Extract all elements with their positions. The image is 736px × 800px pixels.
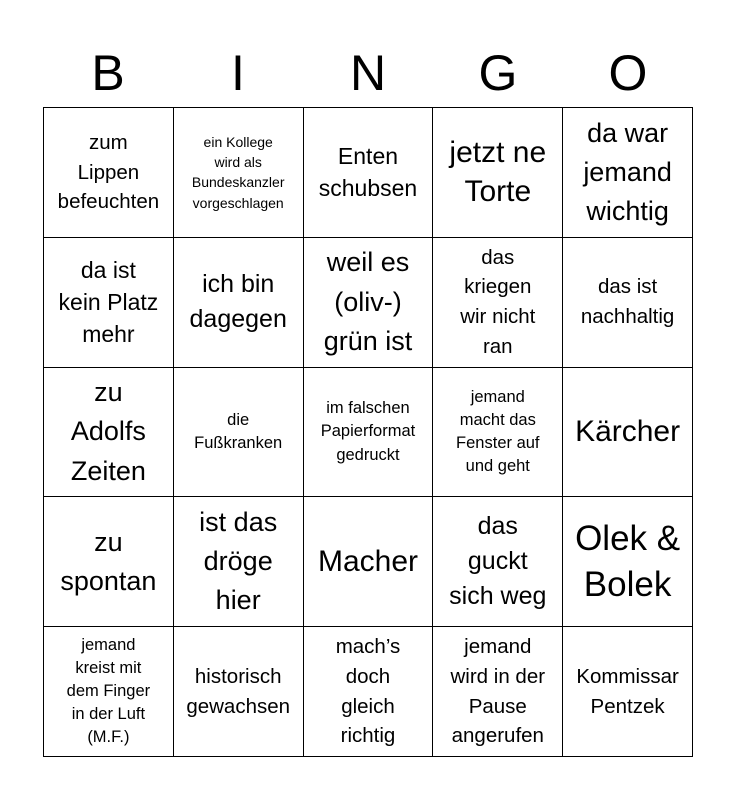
bingo-cell-r2-c1[interactable] <box>44 238 174 368</box>
cell-text: das guckt sich weg <box>449 512 547 611</box>
cell-text: das ist nachhaltig <box>580 275 675 329</box>
cell-text: ein Kollege wird als Bundeskanzler vorgeschlagen <box>191 133 285 211</box>
cell-text: jemand macht das Fenster auf und geht <box>456 387 540 476</box>
bingo-cell-r5-c2[interactable] <box>174 627 304 757</box>
cell-text: im falschen Papierformat gedruckt <box>320 399 416 464</box>
cell-text: ich bin dagegen <box>189 270 287 334</box>
header-letter-o: O <box>608 45 648 101</box>
cell-text: Kärcher <box>575 415 681 449</box>
bingo-cell-r5-c5[interactable] <box>563 627 693 757</box>
bingo-cell-r5-c3[interactable] <box>304 627 434 757</box>
header-letter-n: N <box>349 45 387 101</box>
cell-text: jetzt ne Torte <box>449 136 547 209</box>
bingo-cell-r4-c3[interactable] <box>304 497 434 627</box>
cell-text: Macher <box>317 545 419 579</box>
bingo-cell-r3-c3[interactable] <box>304 368 434 498</box>
cell-text: ist das dröge hier <box>199 507 278 616</box>
cell-text: Kommissar Pentzek <box>576 664 679 718</box>
cell-text: die Fußkranken <box>194 410 283 452</box>
bingo-cell-r4-c5[interactable] <box>563 497 693 627</box>
bingo-cell-r3-c1[interactable] <box>44 368 174 498</box>
bingo-cell-r4-c2[interactable] <box>174 497 304 627</box>
bingo-header <box>43 40 693 106</box>
bingo-card <box>43 107 693 757</box>
bingo-cell-r2-c4[interactable] <box>433 238 563 368</box>
bingo-cell-r2-c2[interactable] <box>174 238 304 368</box>
header-letter-b: B <box>91 45 125 101</box>
cell-text: mach’s doch gleich richtig <box>335 635 401 748</box>
cell-text: zum Lippen befeuchten <box>57 130 160 214</box>
cell-text: zu Adolfs Zeiten <box>70 377 146 486</box>
cell-text: weil es (oliv-) grün ist <box>323 247 413 356</box>
bingo-cell-r4-c4[interactable] <box>433 497 563 627</box>
bingo-cell-r2-c3[interactable] <box>304 238 434 368</box>
cell-text: Olek & Bolek <box>575 519 681 604</box>
cell-text: historisch gewachsen <box>186 664 291 718</box>
cell-text: da war jemand wichtig <box>583 117 672 226</box>
bingo-cell-r4-c1[interactable] <box>44 497 174 627</box>
bingo-cell-r1-c4[interactable] <box>433 108 563 238</box>
header-letter-i: I <box>231 45 245 101</box>
cell-text: zu spontan <box>60 526 157 596</box>
bingo-cell-r1-c2[interactable] <box>174 108 304 238</box>
bingo-cell-r1-c3[interactable] <box>304 108 434 238</box>
bingo-cell-r3-c2[interactable] <box>174 368 304 498</box>
bingo-cell-r3-c4[interactable] <box>433 368 563 498</box>
bingo-cell-r1-c1[interactable] <box>44 108 174 238</box>
header-letter-g: G <box>478 45 518 101</box>
cell-text: Enten schubsen <box>318 143 418 202</box>
bingo-cell-r2-c5[interactable] <box>563 238 693 368</box>
cell-text: jemand kreist mit dem Finger in der Luft (M.F.) <box>66 635 151 747</box>
bingo-cell-r5-c1[interactable] <box>44 627 174 757</box>
bingo-cell-r1-c5[interactable] <box>563 108 693 238</box>
bingo-cell-r3-c5[interactable] <box>563 368 693 498</box>
bingo-cell-r5-c4[interactable] <box>433 627 563 757</box>
cell-text: da ist kein Platz mehr <box>58 256 159 348</box>
cell-text: jemand wird in der Pause angerufen <box>450 635 546 748</box>
cell-text: das kriegen wir nicht ran <box>460 245 536 358</box>
